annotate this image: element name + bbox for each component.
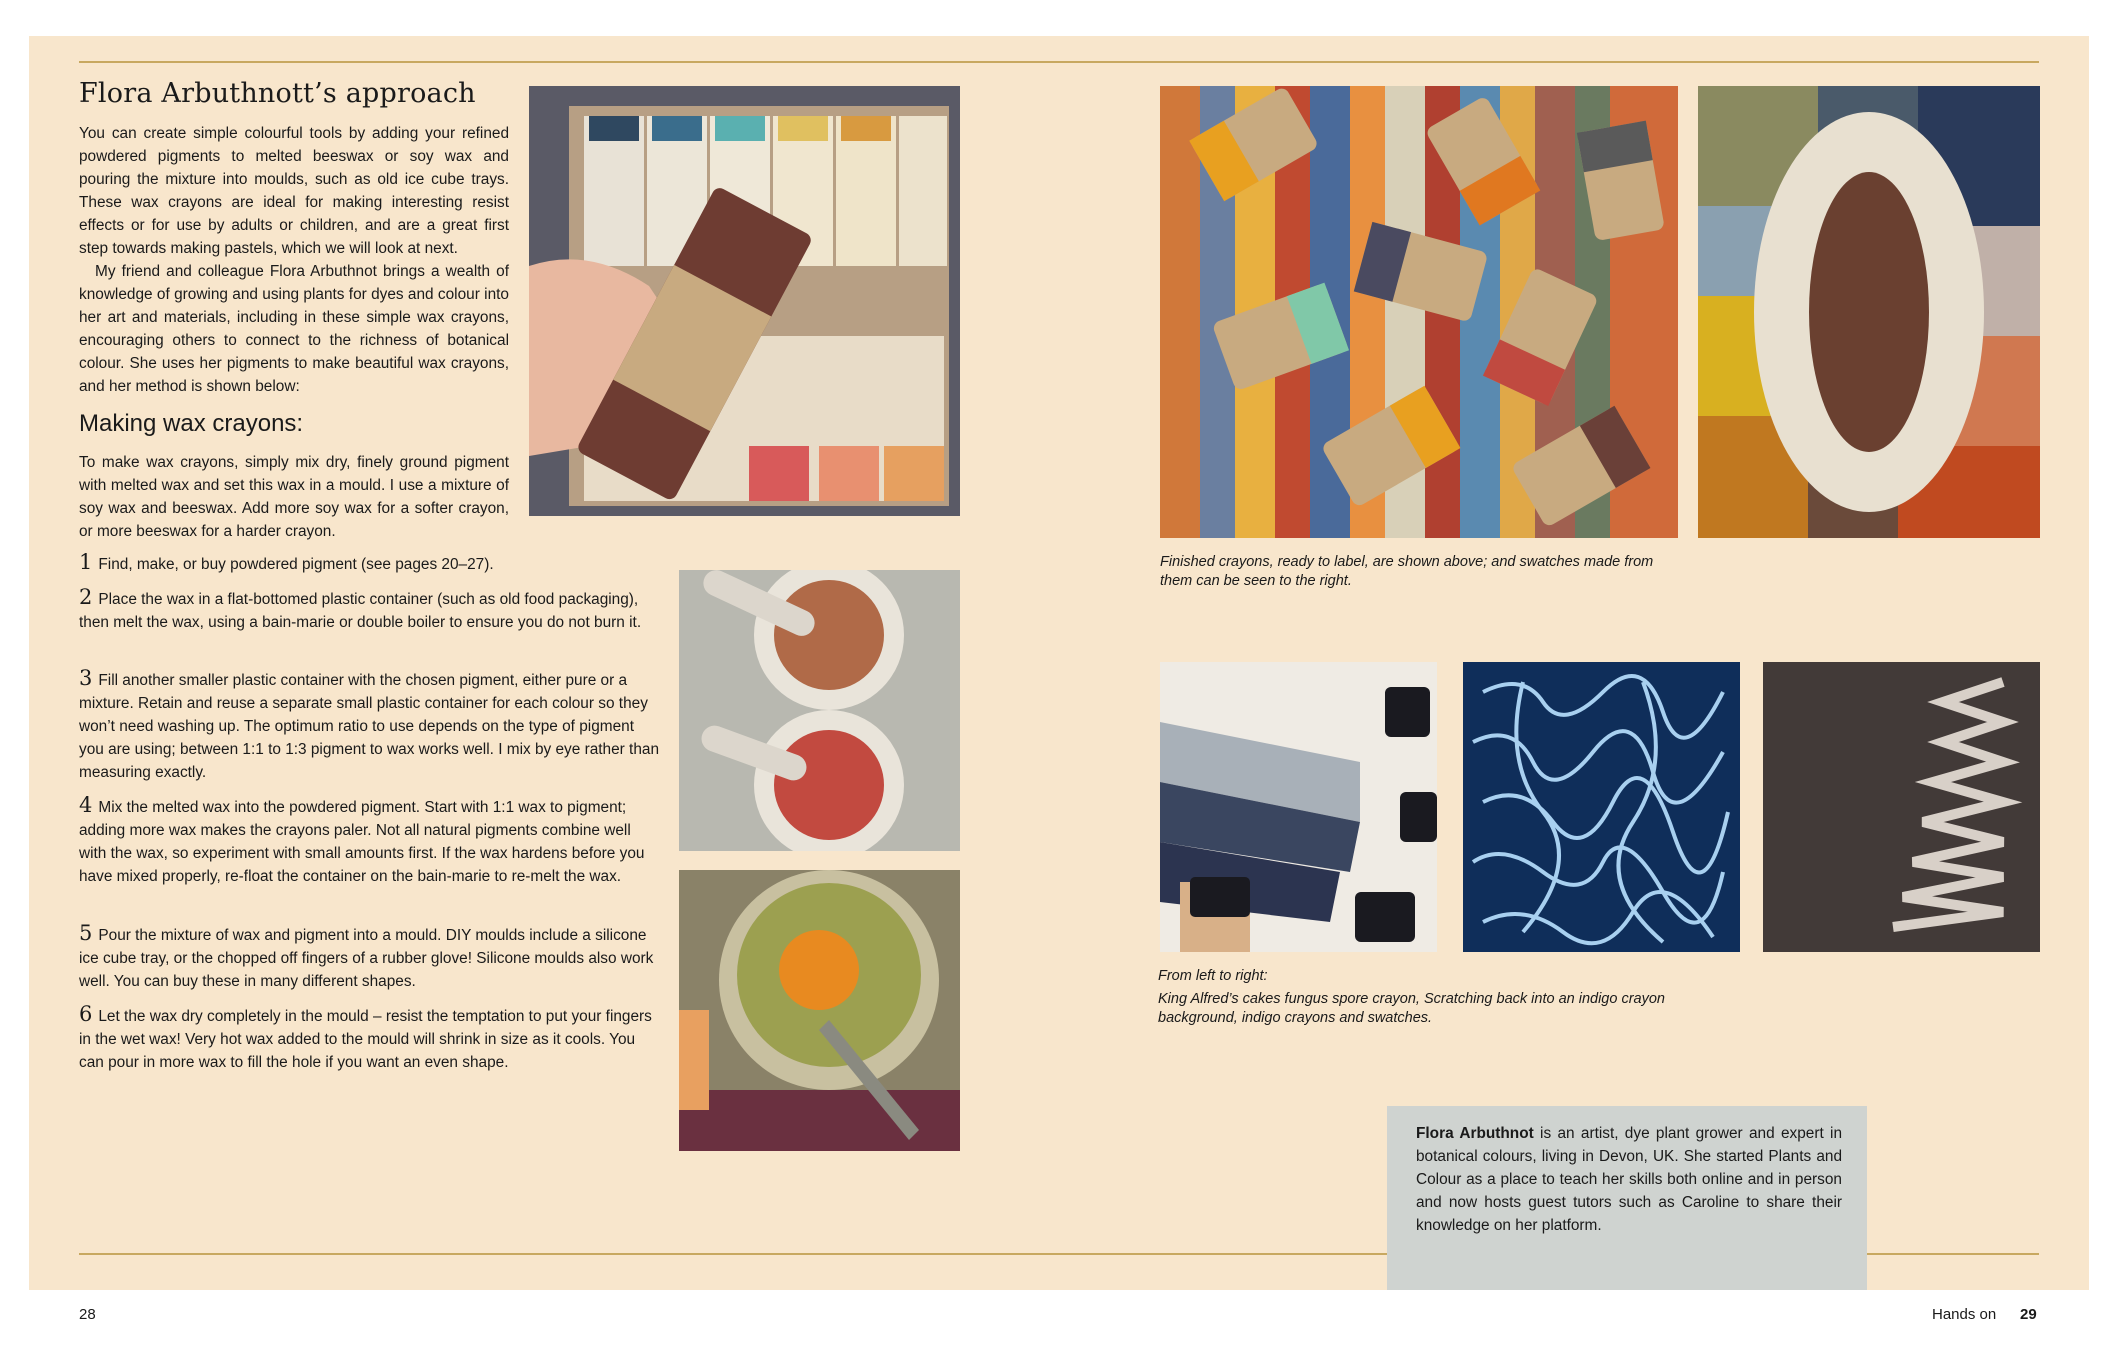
top-rule	[79, 61, 2039, 63]
photo-turmeric-mixing	[679, 870, 960, 1151]
step-5	[79, 922, 659, 993]
bio-name: Flora Arbuthnot	[1416, 1125, 1534, 1142]
step-2	[79, 586, 659, 634]
bio-box	[1387, 1106, 1867, 1290]
step-number: 4	[79, 793, 93, 817]
step-number: 6	[79, 1002, 93, 1026]
step-text: Place the wax in a flat-bottomed plastic container (such as old food packaging), then melt the wax, using a bain-marie or double boiler to ensure you do not burn it.	[79, 591, 642, 631]
step-1	[79, 551, 659, 576]
step-4	[79, 794, 659, 888]
bio-paragraph	[1416, 1122, 1842, 1237]
step-6	[79, 1003, 659, 1074]
photo-finished-crayons	[1160, 86, 1678, 538]
photo-crayon-box-hand	[529, 86, 960, 516]
photo-fungus-spore-crayon	[1160, 662, 1437, 952]
page-number-left: 28	[79, 1306, 96, 1323]
step-number: 3	[79, 666, 93, 690]
bio-text: is an artist, dye plant grower and expert in botanical colours, living in Devon, UK. She started Plants and Colour as a place to teach her skills both online and in person and now hosts guest tutors such as Caroline to share their knowledge on her platform.	[1416, 1125, 1842, 1234]
caption-finished-crayons: Finished crayons, ready to label, are shown above; and swatches made from them can be seen to the right.	[1160, 554, 1654, 589]
intro-paragraph-2: My friend and colleague Flora Arbuthnot brings a wealth of knowledge of growing and using plants for dyes and colour into her art and materials, including in these simple wax crayons, encouraging others to connect to the richness of botanical colour. She uses her pigments to make beautiful wax crayons, and her method is shown below:	[79, 263, 509, 395]
caption-from-left-to-right: From left to right:	[1158, 968, 1268, 984]
step-text: Mix the melted wax into the powdered pigment. Start with 1:1 wax to pigment; adding more wax makes the crayons paler. Not all natural pigments combine well with the wax, so experiment with small amounts first. If the wax hardens before you have mixed properly, re-float the container on the bain-marie to re-melt the wax.	[79, 799, 645, 885]
caption-photo-series: King Alfred’s cakes fungus spore crayon, Scratching back into an indigo crayon background, indigo crayons and swatches.	[1158, 991, 1665, 1026]
method-heading: Making wax crayons:	[79, 410, 304, 437]
photo-mortar-pigments	[679, 570, 960, 851]
photo-indigo-scratch	[1463, 662, 1740, 952]
photo-indigo-swatches	[1763, 662, 2040, 952]
step-text: Let the wax dry completely in the mould – resist the temptation to put your fingers in the wet wax! Very hot wax added to the mould will shrink in size as it cools. You can pour in more wax to fill the hole if you want an even shape.	[79, 1008, 652, 1071]
step-text: Fill another smaller plastic container with the chosen pigment, either pure or a mixture. Retain and reuse a separate small plastic container for each colour so they won’t need washing up. The optimum ratio to use depends on the type of pigment you are using; between 1:1 to 1:3 pigment to wax works well. I mix by eye rather than measuring exactly.	[79, 672, 660, 781]
method-intro: To make wax crayons, simply mix dry, finely ground pigment with melted wax and set this wax in a mould. I use a mixture of soy wax and beeswax. Add more soy wax for a softer crayon, or more beeswax for a harder crayon.	[79, 454, 509, 540]
step-number: 2	[79, 585, 93, 609]
running-section-title: Hands on	[1932, 1306, 1997, 1323]
step-text: Find, make, or buy powdered pigment (see pages 20–27).	[98, 556, 494, 573]
section-title: Flora Arbuthnott’s approach	[79, 78, 476, 109]
step-number: 1	[79, 550, 93, 574]
photo-colour-swatch-wheel	[1698, 86, 2040, 538]
step-number: 5	[79, 921, 93, 945]
step-3	[79, 667, 659, 784]
page-number-right: 29	[2020, 1306, 2037, 1323]
intro-paragraph-1: You can create simple colourful tools by adding your refined powdered pigments to melted beeswax or soy wax and pouring the mixture into moulds, such as old ice cube trays. These wax crayons are ideal for making interesting resist effects or for use by adults or children, and are a great first step towards making pastels, which we will look at next.	[79, 125, 509, 257]
step-text: Pour the mixture of wax and pigment into a mould. DIY moulds include a silicone ice cube tray, or the chopped off fingers of a rubber glove! Silicone moulds also work well. You can buy these in many different shapes.	[79, 927, 654, 990]
